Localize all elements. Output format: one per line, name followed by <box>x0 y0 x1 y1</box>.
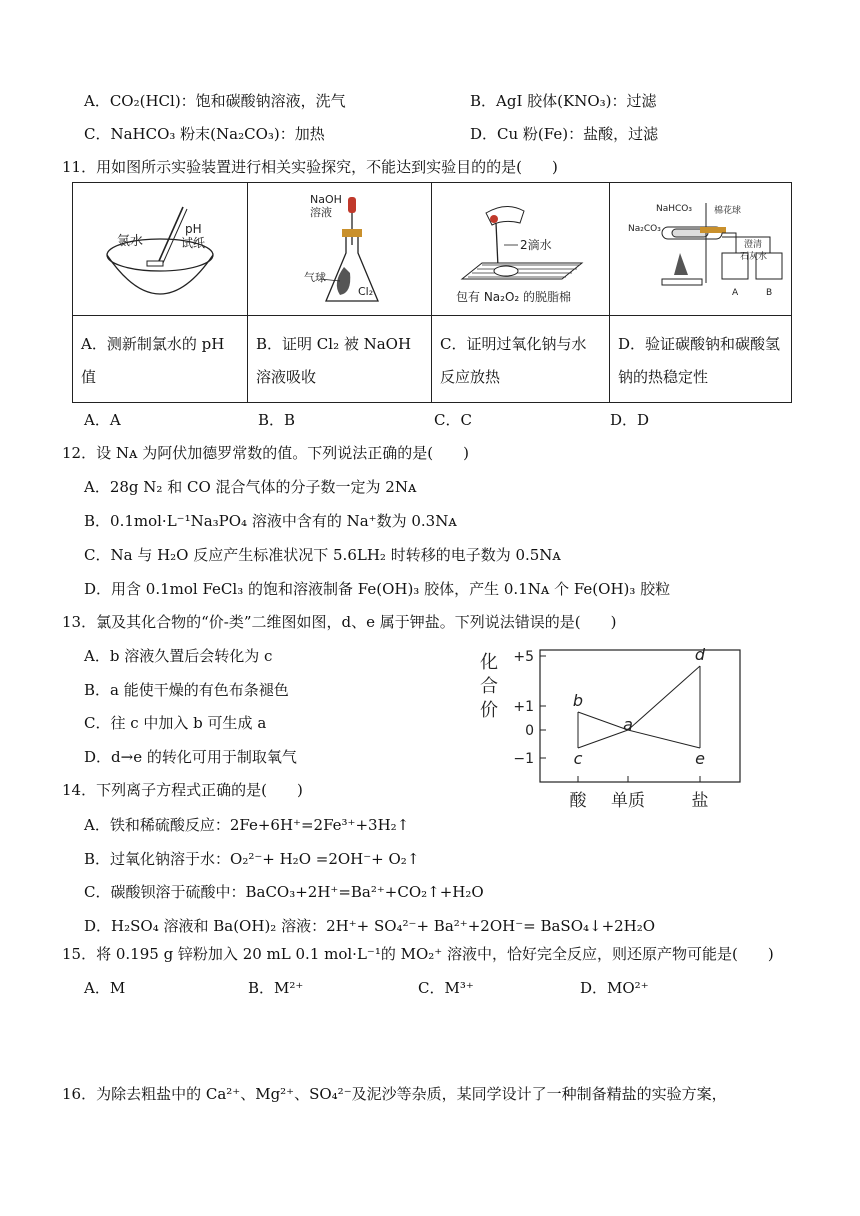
q13-option-c: C．往 c 中加入 b 可生成 a <box>84 714 267 732</box>
svg-text:pH: pH <box>185 222 202 236</box>
label-cotton: 包有 Na₂O₂ 的脱脂棉 <box>456 290 572 304</box>
q11-stem: 11．用如图所示实验装置进行相关实验探究，不能达到实验目的的是( ) <box>62 158 558 176</box>
q14-stem: 14．下列离子方程式正确的是( ) <box>62 781 303 799</box>
q11-figure-b <box>248 183 431 315</box>
q10-option-d: D．Cu 粉(Fe)：盐酸，过滤 <box>470 125 659 143</box>
q12-stem: 12．设 Nᴀ 为阿伏加德罗常数的值。下列说法正确的是( ) <box>62 444 469 462</box>
q15-option-c: C．M³⁺ <box>418 979 474 997</box>
label-cl2: Cl₂ <box>358 285 374 298</box>
q11-caption-c: C．证明过氧化钠与水反应放热 <box>440 335 587 386</box>
q15-option-b: B．M²⁺ <box>248 979 304 997</box>
q12-option-d: D．用含 0.1mol FeCl₃ 的饱和溶液制备 Fe(OH)₃ 胶体，产生 0.1Nᴀ 个 Fe(OH)₃ 胶粒 <box>84 580 671 598</box>
q15-option-a: A．M <box>84 979 126 997</box>
q11-figure-d <box>610 183 791 315</box>
chart-link <box>628 730 700 748</box>
q15-option-d: D．MO²⁺ <box>580 979 649 997</box>
q13-option-d: D．d→e 的转化可用于制取氧气 <box>84 748 297 766</box>
label-b: B <box>766 288 773 298</box>
chart-link <box>578 730 628 748</box>
q11-caption-b: B．证明 Cl₂ 被 NaOH 溶液吸收 <box>256 335 412 386</box>
valence-class-svg <box>470 642 770 822</box>
q14-option-c: C．碳酸钡溶于硫酸中：BaCO₃+2H⁺=Ba²⁺+CO₂↑+H₂O <box>84 883 484 901</box>
q12-option-c: C．Na 与 H₂O 反应产生标准状况下 5.6LH₂ 时转移的电子数为 0.5Nᴀ <box>84 546 561 564</box>
q12-option-a: A．28g N₂ 和 CO 混合气体的分子数一定为 2Nᴀ <box>84 478 417 496</box>
y-tick-label: −1 <box>513 751 534 767</box>
label-nahco3: NaHCO₃ <box>656 204 692 214</box>
y-axis-label-char: 价 <box>480 700 498 721</box>
y-axis-label-char: 合 <box>480 676 498 697</box>
valence-class-chart <box>470 642 770 822</box>
q10-option-c: C．NaHCO₃ 粉末(Na₂CO₃)：加热 <box>84 125 325 143</box>
q11-option-c: C．C <box>434 411 472 429</box>
q11-caption-a: A．测新制氯水的 pH 值 <box>81 335 225 386</box>
svg-text:澄清: 澄清 <box>744 240 763 250</box>
q13-stem: 13．氯及其化合物的“价-类”二维图如图，d、e 属于钾盐。下列说法错误的是( ) <box>62 613 617 631</box>
point-a: a <box>623 715 633 734</box>
label-na2co3: Na₂CO₃ <box>628 224 661 234</box>
q11-option-d: D．D <box>610 411 650 429</box>
x-tick-label: 盐 <box>691 791 709 811</box>
q13-option-b: B．a 能使干燥的有色布条褪色 <box>84 681 289 699</box>
q16-stem: 16．为除去粗盐中的 Ca²⁺、Mg²⁺、SO₄²⁻及泥沙等杂质，某同学设计了一种制备精盐的实验方案， <box>62 1085 727 1103</box>
q13-option-a: A．b 溶液久置后会转化为 c <box>84 647 273 665</box>
q11-figure-c <box>432 183 609 315</box>
y-tick-label: +5 <box>513 649 534 665</box>
q14-option-b: B．过氧化钠溶于水：O₂²⁻+ H₂O =2OH⁻+ O₂↑ <box>84 850 420 868</box>
point-d: d <box>694 645 706 664</box>
q10-option-b: B．AgI 胶体(KNO₃)：过滤 <box>470 92 657 110</box>
y-axis-label-char: 化 <box>480 652 498 673</box>
q12-option-b: B．0.1mol·L⁻¹Na₃PO₄ 溶液中含有的 Na⁺数为 0.3Nᴀ <box>84 512 457 530</box>
point-e: e <box>695 749 705 768</box>
q10-option-a: A．CO₂(HCl)：饱和碳酸钠溶液，洗气 <box>84 92 346 110</box>
y-tick-label: +1 <box>513 699 534 715</box>
label-cotton-ball: 棉花球 <box>714 206 742 216</box>
q11-option-a: A．A <box>84 411 121 429</box>
point-c: c <box>573 749 583 768</box>
label-chlorine-water: 氯水 <box>117 234 144 249</box>
label-b-naoh: NaOH 溶液 <box>310 193 342 219</box>
q15-stem: 15．将 0.195 g 锌粉加入 20 mL 0.1 mol·L⁻¹的 MO₂⁺ 溶液中，恰好完全反应，则还原产物可能是( ) <box>62 945 774 963</box>
x-tick-label: 单质 <box>611 791 645 811</box>
label-a: A <box>732 288 739 298</box>
q14-option-a: A．铁和稀硫酸反应：2Fe+6H⁺=2Fe³⁺+3H₂↑ <box>84 816 410 834</box>
svg-text:试纸: 试纸 <box>181 236 206 250</box>
q11-experiment-table <box>72 182 792 403</box>
q11-option-b: B．B <box>258 411 296 429</box>
q14-option-d: D．H₂SO₄ 溶液和 Ba(OH)₂ 溶液：2H⁺+ SO₄²⁻+ Ba²⁺+2OH⁻= BaSO₄↓+2H₂O <box>84 917 656 935</box>
y-tick-label: 0 <box>525 723 534 739</box>
chart-frame <box>540 650 740 782</box>
chart-link <box>578 712 628 730</box>
point-b: b <box>572 691 584 710</box>
q11-figure-a <box>73 183 247 315</box>
label-two-drops: 2滴水 <box>520 238 552 252</box>
x-tick-label: 酸 <box>569 791 587 811</box>
q11-caption-d: D．验证碳酸钠和碳酸氢钠的热稳定性 <box>618 335 781 386</box>
label-balloon: 气球 <box>304 271 326 284</box>
svg-text:石灰水: 石灰水 <box>740 252 768 262</box>
chart-link <box>628 666 700 730</box>
